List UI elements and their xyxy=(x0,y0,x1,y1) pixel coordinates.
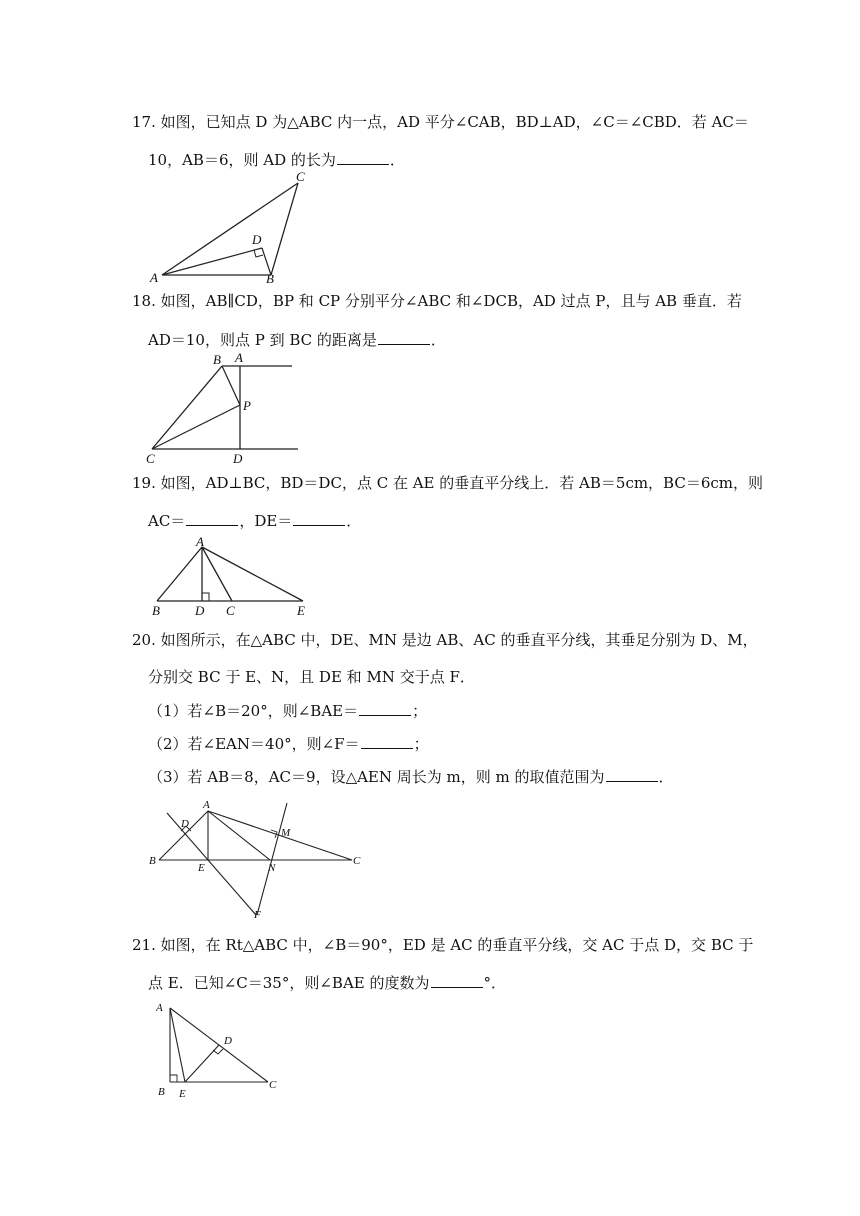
problem-18-line-1 xyxy=(132,292,742,310)
part-3-suffix: ． xyxy=(658,768,674,786)
part-3-text: （3）若 AB＝8，AC＝9，设△AEN 周长为 m，则 m 的取值范围为 xyxy=(148,768,605,786)
problem-20-number: 20. xyxy=(132,631,156,649)
part-2-suffix: ； xyxy=(413,735,429,753)
problem-20-part-2 xyxy=(148,734,429,753)
problem-20-line-1 xyxy=(132,631,758,649)
part-1-suffix: ； xyxy=(412,702,428,720)
problem-19-text-3: ，DE＝ xyxy=(239,512,293,530)
problem-21-number: 21. xyxy=(132,936,156,954)
problem-18-number: 18. xyxy=(132,292,156,310)
label-D: D xyxy=(195,603,205,618)
problem-18-line-2 xyxy=(148,330,446,349)
label-M: M xyxy=(281,827,291,839)
label-N: N xyxy=(268,862,276,874)
problem-21-text-3: °． xyxy=(483,974,507,992)
problem-20-part-3 xyxy=(148,767,674,786)
problem-17-text-1: 如图，已知点 D 为△ABC 内一点，AD 平分∠CAB，BD⊥AD，∠C＝∠CBD．若 AC＝ xyxy=(160,113,749,131)
answer-blank[interactable] xyxy=(606,767,658,782)
problem-19-number: 19. xyxy=(132,474,156,492)
problem-17-number: 17. xyxy=(132,113,156,131)
answer-blank[interactable] xyxy=(378,330,430,345)
problem-21-line-1 xyxy=(132,936,753,954)
label-D: D xyxy=(252,232,262,247)
problem-17-text-2: 10，AB＝6，则 AD 的长为 xyxy=(148,151,336,169)
problem-18-text-2: AD＝10，则点 P 到 BC 的距离是 xyxy=(148,331,377,349)
label-B: B xyxy=(158,1086,165,1098)
label-A: A xyxy=(203,799,210,811)
answer-blank[interactable] xyxy=(431,973,483,988)
label-B: B xyxy=(152,603,160,618)
label-A: A xyxy=(150,270,158,285)
figure-21 xyxy=(150,998,290,1102)
problem-17-text-3: ． xyxy=(389,151,405,169)
problem-21-text-1: 如图，在 Rt△ABC 中，∠B＝90°，ED 是 AC 的垂直平分线，交 AC 于点 D，交 BC 于 xyxy=(160,936,754,954)
figure-17 xyxy=(140,170,330,285)
label-E: E xyxy=(198,862,205,874)
answer-blank[interactable] xyxy=(337,150,389,165)
problem-17-line-2 xyxy=(148,150,405,169)
problem-20-line-2 xyxy=(148,668,475,686)
problem-18-text-1: 如图，AB∥CD，BP 和 CP 分别平分∠ABC 和∠DCB，AD 过点 P，且与 AB 垂直．若 xyxy=(160,292,742,310)
label-D: D xyxy=(181,818,189,830)
problem-19-text-1: 如图，AD⊥BC，BD＝DC，点 C 在 AE 的垂直平分线上．若 AB＝5cm，BC＝6cm，则 xyxy=(160,474,764,492)
figure-19 xyxy=(145,535,315,617)
problem-18-text-3: ． xyxy=(430,331,446,349)
label-A: A xyxy=(235,350,243,365)
problem-19-line-1 xyxy=(132,474,763,492)
figure-20 xyxy=(145,798,370,920)
label-C: C xyxy=(146,451,155,466)
label-A: A xyxy=(156,1002,163,1014)
label-F: F xyxy=(254,909,261,921)
label-B: B xyxy=(266,271,274,286)
label-C: C xyxy=(226,603,235,618)
part-2-text: （2）若∠EAN＝40°，则∠F＝ xyxy=(148,735,360,753)
answer-blank[interactable] xyxy=(359,701,411,716)
figure-18 xyxy=(140,350,310,468)
label-D: D xyxy=(224,1035,232,1047)
label-P: P xyxy=(243,398,251,413)
label-D: D xyxy=(233,451,243,466)
problem-20-text-2: 分别交 BC 于 E、N，且 DE 和 MN 交于点 F． xyxy=(148,668,475,686)
label-E: E xyxy=(179,1088,186,1100)
answer-blank-ac[interactable] xyxy=(186,511,238,526)
problem-19-line-2 xyxy=(148,511,361,530)
problem-20-part-1 xyxy=(148,701,427,720)
answer-blank[interactable] xyxy=(361,734,413,749)
problem-20-text-1: 如图所示，在△ABC 中，DE、MN 是边 AB、AC 的垂直平分线，其垂足分别为 D、M， xyxy=(160,631,758,649)
label-B: B xyxy=(149,855,156,867)
problem-21-line-2 xyxy=(148,973,506,992)
problem-17-line-1 xyxy=(132,113,749,131)
problem-19-text-2: AC＝ xyxy=(148,512,186,530)
part-1-text: （1）若∠B＝20°，则∠BAE＝ xyxy=(148,702,359,720)
label-B: B xyxy=(213,352,221,367)
answer-blank-de[interactable] xyxy=(293,511,345,526)
label-C: C xyxy=(269,1079,277,1091)
label-C: C xyxy=(353,855,361,867)
label-E: E xyxy=(297,603,305,618)
problem-19-text-4: ． xyxy=(346,512,362,530)
label-A: A xyxy=(196,534,204,549)
problem-21-text-2: 点 E．已知∠C＝35°，则∠BAE 的度数为 xyxy=(148,974,430,992)
label-C: C xyxy=(296,169,305,184)
